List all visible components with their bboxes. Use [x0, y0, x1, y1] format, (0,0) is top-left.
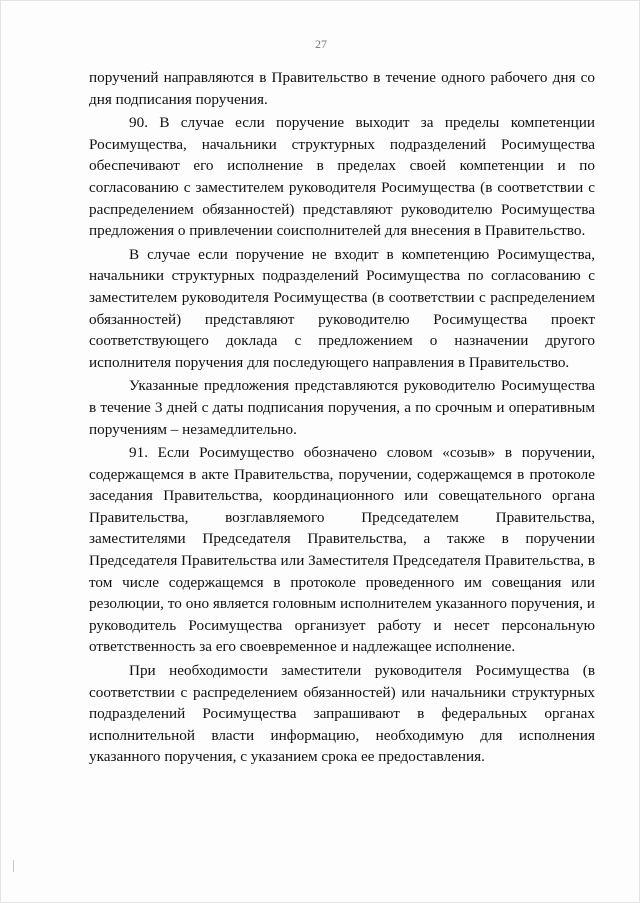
scan-margin-mark [13, 860, 14, 872]
paragraph-90: 90. В случае если поручение выходит за пределы компетенции Росимущества, начальники структурных подразделений Росимущества обеспечивают его исполнение в пределах своей компетенции и по согласованию с заместителем руководителя Росимущества (в соответствии с распределением обязанностей) представляют руководителю Росимущества предложения о привлечении соисполнителей для внесения в Правительство. [89, 114, 595, 240]
paragraph-information-request: При необходимости заместители руководителя Росимущества (в соответствии с распределением обязанностей) или начальники структурных подразделений Росимущества запрашивают в федеральных органах исполнительной власти информацию, необходимую для исполнения указанного поручения, с указанием срока ее предоставления. [89, 662, 595, 766]
document-body [89, 67, 595, 768]
page-number: 27 [315, 37, 327, 51]
paragraph-not-in-competence: В случае если поручение не входит в компетенцию Росимущества, начальники структурных подразделений Росимущества по согласованию с заместителем руководителя Росимущества (в соответствии с распределением обязанностей) представляют руководителю Росимущества проект соответствующего доклада с предложением о назначении другого исполнителя поручения для последующего направления в Правительство. [89, 245, 595, 371]
paragraph-continuation: поручений направляются в Правительство в течение одного рабочего дня со дня подписания поручения. [89, 69, 595, 108]
paragraph-91: 91. Если Росимущество обозначено словом «созыв» в поручении, содержащемся в акте Правительства, поручении, содержащемся в протоколе заседания Правительства, координационного или совещательного органа Правительства, возглавляемого Председателем Правительства, заместителями Председателя Правительства, а также в поручении Председателя Правительства или Заместителя Председателя Правительства, в том числе содержащемся в протоколе проведенного им совещания или резолюции, то оно является головным исполнителем указанного поручения, и руководитель Росимущества организует работу и несет персональную ответственность за его своевременное и надлежащее исполнение. [89, 444, 595, 656]
paragraph-proposals-deadline: Указанные предложения представляются руководителю Росимущества в течение 3 дней с даты подписания поручения, а по срочным и оперативным поручениям – незамедлительно. [89, 377, 595, 438]
